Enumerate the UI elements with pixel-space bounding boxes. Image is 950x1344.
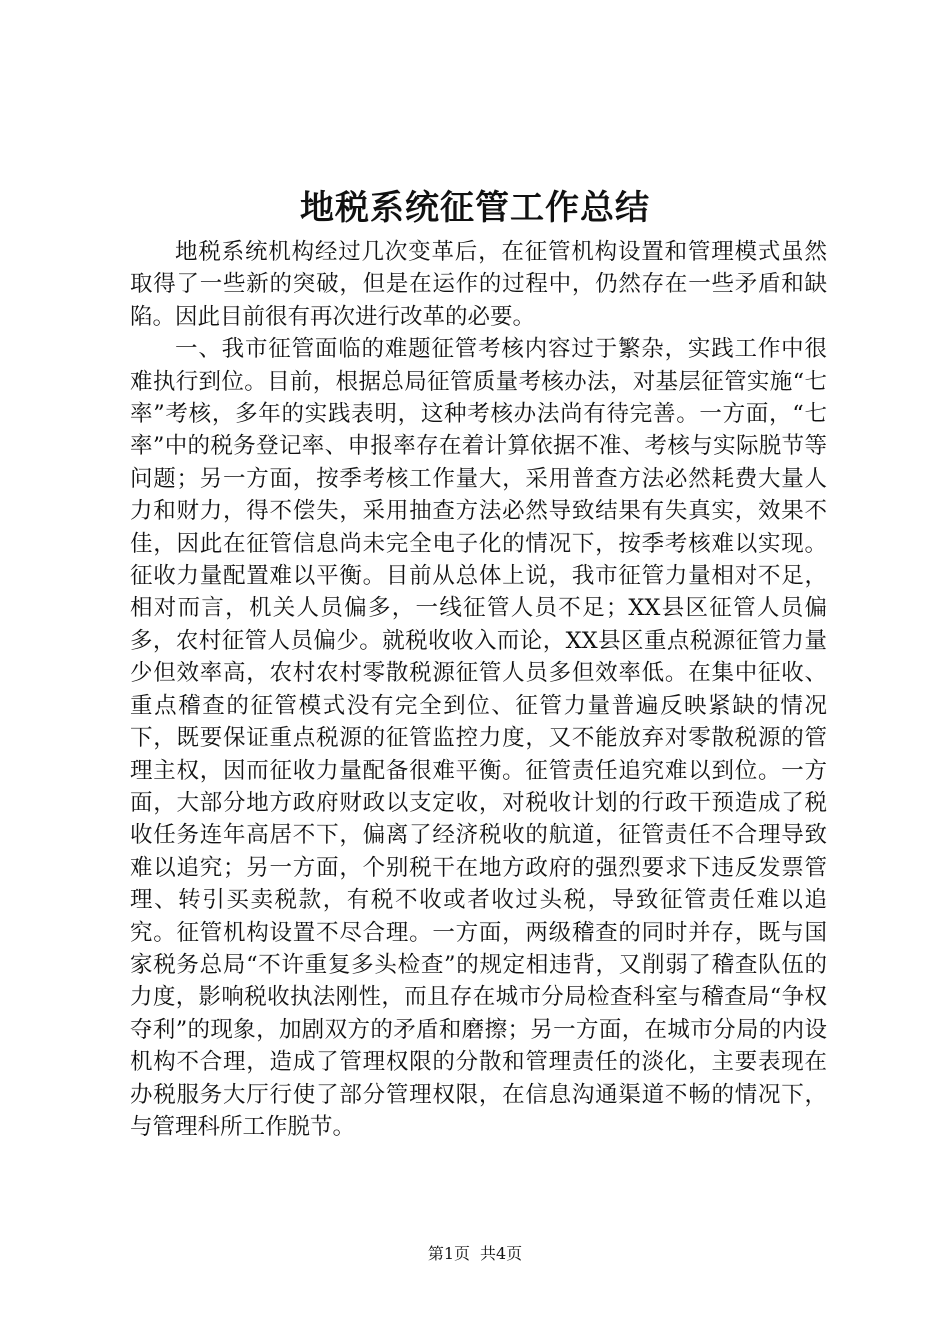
page-footer (0, 1243, 950, 1265)
page-total: 共4页 (480, 1244, 523, 1263)
paragraph-main: 一、我市征管面临的难题征管考核内容过于繁杂，实践工作中很难执行到位。目前，根据总局征管质量考核办法，对基层征管实施“七率”考核，多年的实践表明，这种考核办法尚有待完善。一方面，“七率”中的税务登记率、申报率存在着计算依据不准、考核与实际脱节等问题；另一方面，按季考核工作量大，采用普查方法必然耗费大量人力和财力，得不偿失，采用抽查方法必然导致结果有失真实，效果不佳，因此在征管信息尚未完全电子化的情况下，按季考核难以实现。征收力量配置难以平衡。目前从总体上说，我市征管力量相对不足，相对而言，机关人员偏多，一线征管人员不足；XX县区征管人员偏多，农村征管人员偏少。就税收收入而论，XX县区重点税源征管力量少但效率高，农村农村零散税源征管人员多但效率低。在集中征收、重点稽查的征管模式没有完全到位、征管力量普遍反映紧缺的情况下，既要保证重点税源的征管监控力度，又不能放弃对零散税源的管理主权，因而征收力量配备很难平衡。征管责任追究难以到位。一方面，大部分地方政府财政以支定收，对税收计划的行政干预造成了税收任务连年高居不下，偏离了经济税收的航道，征管责任不合理导致难以追究；另一方面，个别税干在地方政府的强烈要求下违反发票管理、转引买卖税款，有税不收或者收过头税，导致征管责任难以追究。征管机构设置不尽合理。一方面，两级稽查的同时并存，既与国家税务总局“不许重复多头检查”的规定相违背，又削弱了稽查队伍的力度，影响税收执法刚性，而且存在城市分局检查科室与稽查局“争权夺利”的现象，加剧双方的矛盾和磨擦；另一方面，在城市分局的内设机构不合理，造成了管理权限的分散和管理责任的淡化，主要表现在办税服务大厅行使了部分管理权限，在信息沟通渠道不畅的情况下，与管理科所工作脱节。 (130, 336, 827, 1140)
document-body (130, 236, 827, 1143)
paragraph-intro: 地税系统机构经过几次变革后，在征管机构设置和管理模式虽然取得了一些新的突破，但是在运作的过程中，仍然存在一些矛盾和缺陷。因此目前很有再次进行改革的必要。 (130, 239, 827, 330)
document-title: 地税系统征管工作总结 (300, 188, 650, 228)
page-number: 第1页 (427, 1244, 470, 1263)
